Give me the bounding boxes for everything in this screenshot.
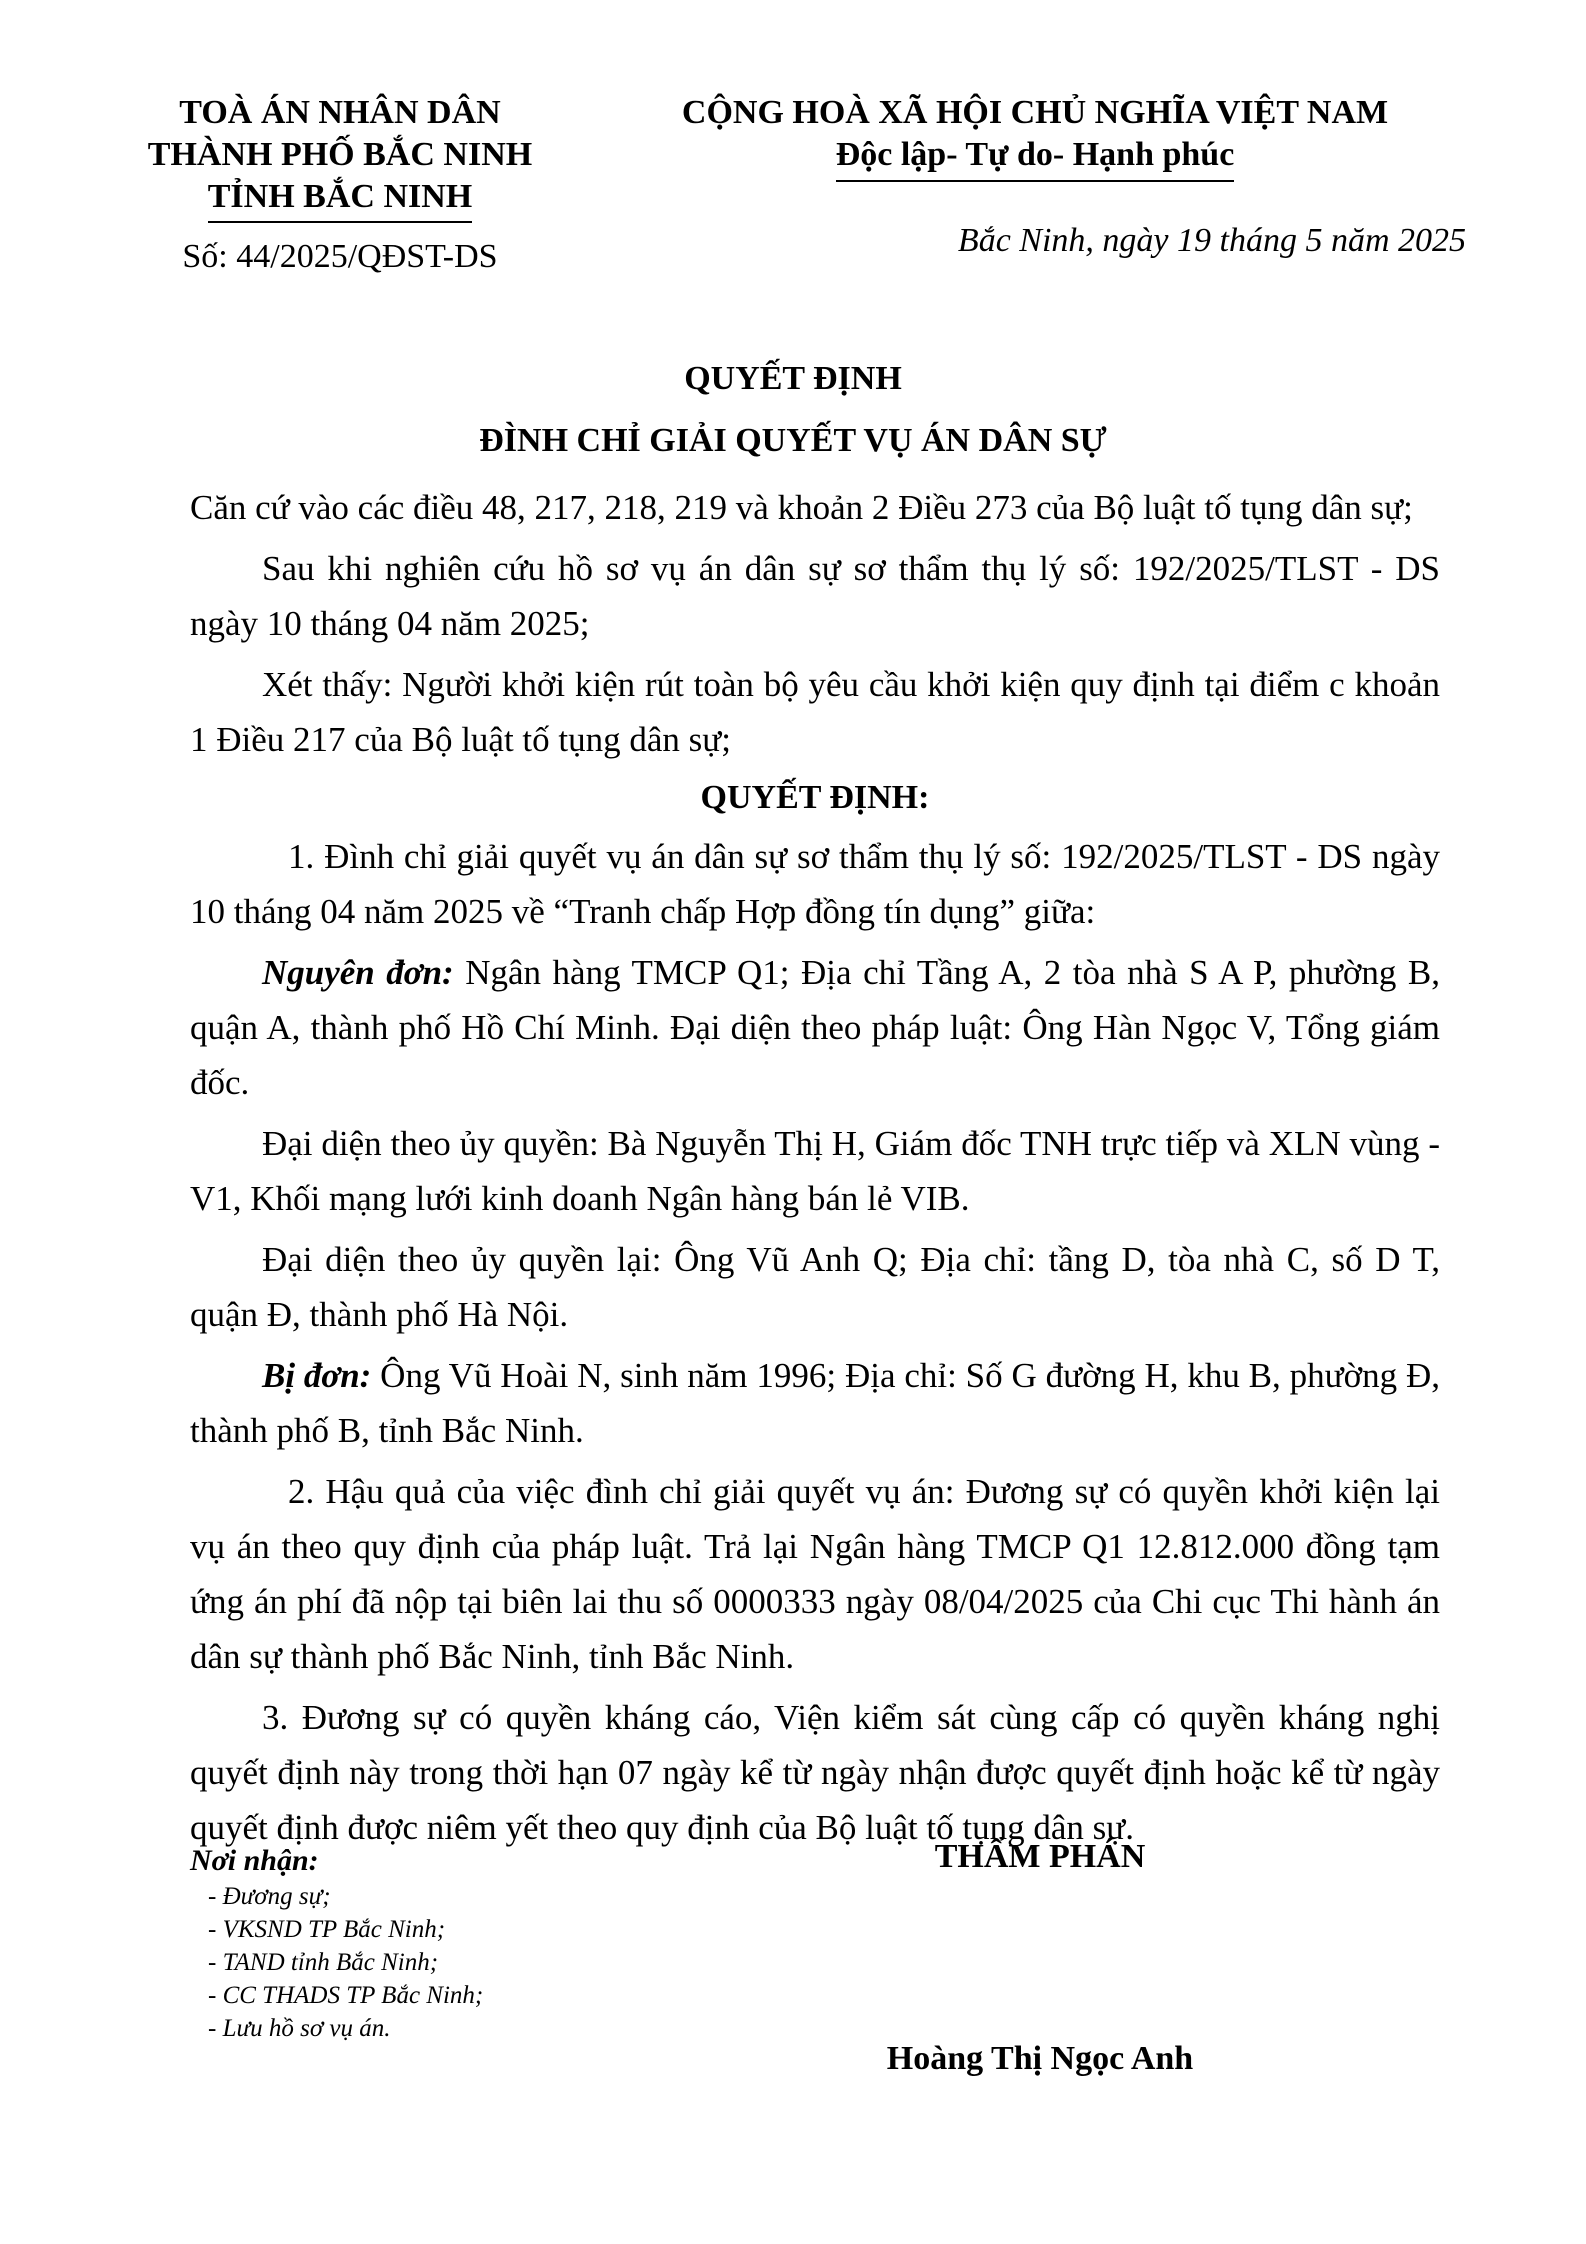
study-paragraph: Sau khi nghiên cứu hồ sơ vụ án dân sự sơ thẩm thụ lý số: 192/2025/TLST - DS ngày 10 tháng 04 năm 2025; [190,549,1440,643]
recipient-item: - TAND tỉnh Bắc Ninh; [208,1949,439,1976]
recipient-item: - Lưu hồ sơ vụ án. [208,2015,391,2042]
recipients-block [190,1842,750,2045]
plaintiff-label: Nguyên đơn: [262,953,454,992]
plaintiff-paragraph [190,945,1440,1110]
plaintiff-text: Ngân hàng TMCP Q1; Địa chỉ Tầng A, 2 tòa nhà S A P, phường B, quận A, thành phố Hồ Chí Minh. Đại diện theo pháp luật: Ông Hàn Ngọc V, Tổng giám đốc. [190,953,1440,1102]
defendant-paragraph [190,1348,1440,1458]
national-motto: Độc lập- Tự do- Hạnh phúc [836,134,1235,182]
recipients-title: Nơi nhận: [190,1844,319,1877]
decision-item-2: 2. Hậu quả của việc đình chỉ giải quyết vụ án: Đương sự có quyền khởi kiện lại vụ án theo quy định của pháp luật. Trả lại Ngân hàng TMCP Q1 12.812.000 đồng tạm ứng án phí đã nộp tại biên lai thu số 0000333 ngày 08/04/2025 của Chi cục Thi hành án dân sự thành phố Bắc Ninh, tỉnh Bắc Ninh. [190,1472,1440,1676]
recipient-item: - CC THADS TP Bắc Ninh; [208,1982,484,2009]
decision-title: QUYẾT ĐỊNH [684,360,902,397]
court-name-line1: TOÀ ÁN NHÂN DÂN [179,94,501,131]
recipient-item: - Đương sự; [208,1883,331,1910]
decision-subtitle: ĐÌNH CHỈ GIẢI QUYẾT VỤ ÁN DÂN SỰ [479,422,1107,459]
recipient-item: - VKSND TP Bắc Ninh; [208,1916,446,1943]
national-header [620,92,1450,182]
authorized-rep-paragraph: Đại diện theo ủy quyền: Bà Nguyễn Thị H, Giám đốc TNH trực tiếp và XLN vùng - V1, Khối mạng lưới kinh doanh Ngân hàng bán lẻ VIB. [190,1124,1440,1218]
basis-paragraph: Căn cứ vào các điều 48, 217, 218, 219 và khoản 2 Điều 273 của Bộ luật tố tụng dân sự; [190,488,1413,527]
defendant-text: Ông Vũ Hoài N, sinh năm 1996; Địa chỉ: Số G đường H, khu B, phường Đ, thành phố B, tỉnh Bắc Ninh. [190,1356,1440,1450]
national-title: CỘNG HOÀ XÃ HỘI CHỦ NGHĨA VIỆT NAM [681,94,1389,131]
document-date: Bắc Ninh, ngày 19 tháng 5 năm 2025 [957,222,1466,259]
document-number: Số: 44/2025/QĐST-DS [182,238,498,275]
sub-authorized-rep-paragraph: Đại diện theo ủy quyền lại: Ông Vũ Anh Q; Địa chỉ: tầng D, tòa nhà C, số D T, quận Đ, thành phố Hà Nội. [190,1240,1440,1334]
decision-item-3: 3. Đương sự có quyền kháng cáo, Viện kiểm sát cùng cấp có quyền kháng nghị quyết định này trong thời hạn 07 ngày kể từ ngày nhận được quyết định hoặc kể từ ngày quyết định được niêm yết theo quy định của Bộ luật tố tụng dân sự. [190,1698,1440,1847]
court-name-line2: THÀNH PHỐ BẮC NINH [147,136,533,173]
consideration-paragraph: Xét thấy: Người khởi kiện rút toàn bộ yêu cầu khởi kiện quy định tại điểm c khoản 1 Điều 217 của Bộ luật tố tụng dân sự; [190,665,1440,759]
decision-item-1: 1. Đình chỉ giải quyết vụ án dân sự sơ thẩm thụ lý số: 192/2025/TLST - DS ngày 10 tháng 04 năm 2025 về “Tranh chấp Hợp đồng tín dụng” giữa: [190,837,1440,931]
document-body [190,480,1440,1855]
recipients-list [190,1880,750,2045]
decision-heading: QUYẾT ĐỊNH: [700,779,930,816]
court-header [130,92,550,223]
judge-title: THẨM PHÁN [934,1838,1146,1875]
defendant-label: Bị đơn: [262,1356,372,1395]
judge-name: Hoàng Thị Ngọc Anh [886,2040,1194,2077]
court-name-line3: TỈNH BẮC NINH [208,176,472,223]
